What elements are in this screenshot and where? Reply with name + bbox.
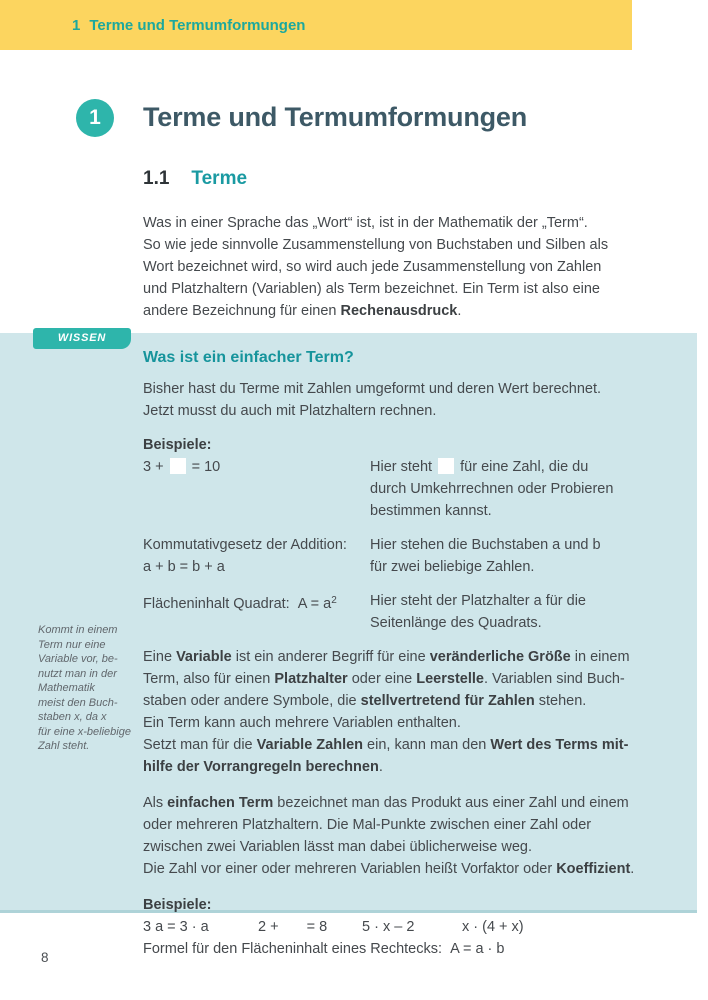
wissen-heading: Was ist ein einfacher Term? xyxy=(143,349,354,366)
chapter-header-bar xyxy=(0,0,632,50)
example-term: 3 + = 10 xyxy=(143,459,221,475)
section-title: Terme xyxy=(191,168,248,189)
examples2-row xyxy=(143,916,663,938)
placeholder-box xyxy=(285,918,301,934)
simple-term-paragraph: Als einfachen Term bezeichnet man das Produkt aus einer Zahl und einem oder mehreren Platzhaltern. Die Mal-Punkte zwischen einer Zahl oder zwischen zwei Variablen lässt man dabei üblicherweise weg. Die Zahl vor einer oder mehreren Variablen heißt Vorfaktor oder Koeffizient. xyxy=(143,795,635,877)
margin-note: Kommt in einem Term nur eine Variable vor, be- nutzt man in der Mathematik meist den Buch- staben x, da x für eine x-beliebige Zahl steht. xyxy=(38,624,131,752)
page-number: 8 xyxy=(41,950,49,965)
section-number: 1.1 xyxy=(143,168,170,189)
chapter-header-number: 1 xyxy=(72,16,81,34)
wissen-badge: WISSEN xyxy=(33,328,131,349)
example-term: Flächeninhalt Quadrat: $A = a^2$ xyxy=(143,595,337,612)
example-row-square-area xyxy=(143,590,663,634)
wissen-intro: Bisher hast du Terme mit Zahlen umgeformt und deren Wert berechnet. Jetzt musst du auch mit Platzhaltern rechnen. xyxy=(143,381,602,419)
chapter-header-text xyxy=(72,17,305,34)
example-item: 5 · x – 2 xyxy=(362,919,415,935)
example-term: Kommutativgesetz der Addition: a + b = b + a xyxy=(143,537,347,575)
chapter-header-title: Terme und Termumformungen xyxy=(89,16,306,34)
example-explanation: Hier stehen die Buchstaben a und b für zwei beliebige Zahlen. xyxy=(370,537,601,575)
rectangle-area-formula: Formel für den Flächeninhalt eines Rechtecks: A = a · b xyxy=(143,941,505,957)
wissen-content xyxy=(143,349,663,960)
example-item: x · (4 + x) xyxy=(462,919,524,935)
example-explanation: Hier steht für eine Zahl, die du durch Umkehrrechnen oder Probieren bestimmen kannst. xyxy=(370,459,614,519)
example-row-commutative xyxy=(143,534,663,578)
example-explanation: Hier steht der Platzhalter a für die Seitenlänge des Quadrats. xyxy=(370,593,586,631)
example-item: 2 + = 8 xyxy=(258,919,328,935)
examples2-label: Beispiele: xyxy=(143,897,212,913)
placeholder-box xyxy=(170,458,186,474)
variable-definition-paragraph: Eine Variable ist ein anderer Begriff für eine veränderliche Größe in einem Term, also für einen Platzhalter oder eine Leerstelle. Variablen sind Buch- staben oder andere Symbole, die stellvertretend für Zahlen stehen. Ein Term kann auch mehrere Variablen enthalten. Setzt man für die Variable Zahlen ein, kann man den Wert des Terms mit- hilfe der Vorrangregeln berechnen. xyxy=(143,649,630,775)
example-item: 3 a = 3 · a xyxy=(143,919,209,935)
chapter-number-badge: 1 xyxy=(76,99,114,137)
chapter-title: Terme und Termumformungen xyxy=(143,102,528,132)
intro-paragraph: Was in einer Sprache das „Wort“ ist, ist in der Mathematik der „Term“. So wie jede sinnvolle Zusammenstellung von Buchstaben und Silben als Wort bezeichnet wird, so wird auch jede Zusammenstellung von Zahlen und Platzhaltern (Variablen) als Term bezeichnet. Ein Term ist also eine andere Bezeichnung für einen Rechenausdruck. xyxy=(143,215,609,319)
wissen-panel xyxy=(0,332,697,957)
placeholder-box xyxy=(438,458,454,474)
examples-label: Beispiele: xyxy=(143,437,212,453)
section-heading xyxy=(143,168,247,190)
example-row-placeholder xyxy=(143,456,663,522)
